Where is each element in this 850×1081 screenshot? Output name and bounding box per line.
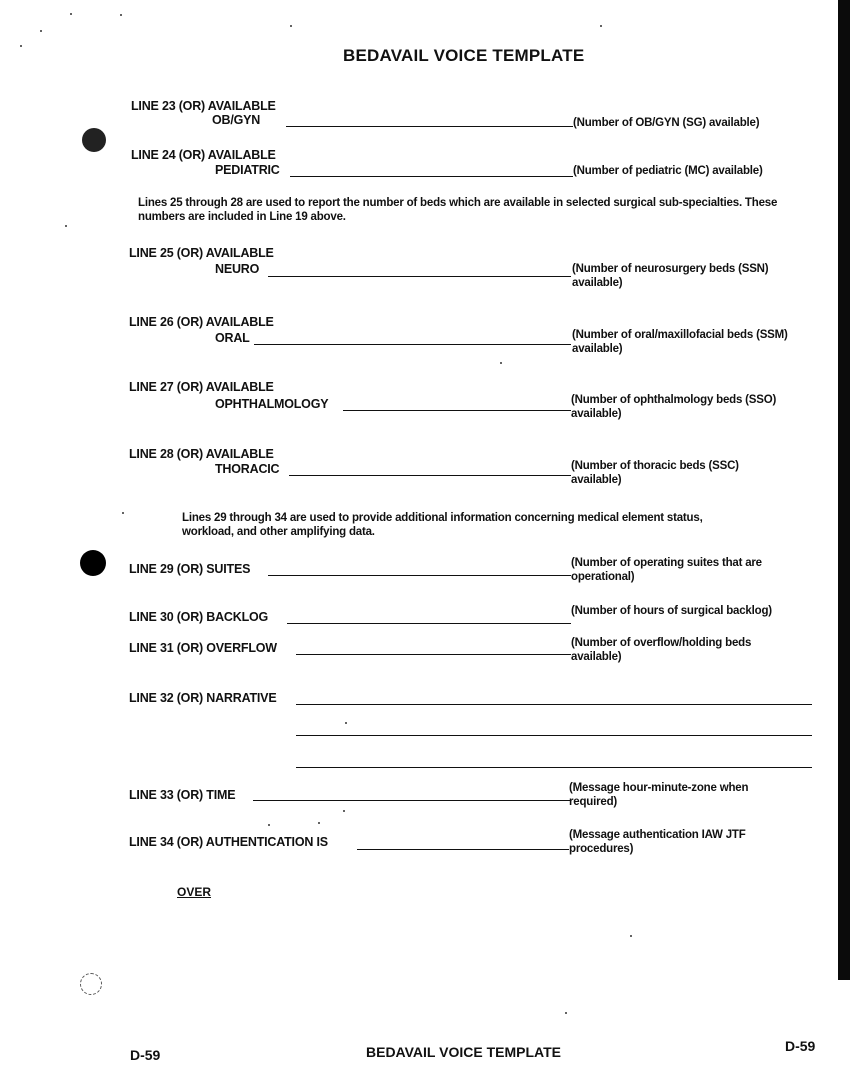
speck: [40, 30, 42, 32]
line-24-sublabel: PEDIATRIC: [215, 163, 280, 177]
speck: [20, 45, 22, 47]
speck: [70, 13, 72, 15]
line-23-label: LINE 23 (OR) AVAILABLE: [131, 99, 276, 113]
footer-page-number-right: D-59: [785, 1038, 816, 1054]
footer-title: BEDAVAIL VOICE TEMPLATE: [366, 1044, 561, 1060]
scan-edge-bar: [838, 0, 850, 980]
line-31-description: (Number of overflow/holding beds available): [571, 637, 752, 663]
line-28-description: (Number of thoracic beds (SSC) available): [571, 460, 739, 486]
speck: [290, 25, 292, 27]
line-24-label: LINE 24 (OR) AVAILABLE: [131, 148, 276, 162]
speck: [122, 512, 124, 514]
speck: [565, 1012, 567, 1014]
speck: [120, 14, 122, 16]
line-31-field[interactable]: [296, 654, 571, 655]
line-29-description: (Number of operating suites that are operational): [571, 557, 762, 583]
line-26-field[interactable]: [254, 344, 571, 345]
line-30-description: (Number of hours of surgical backlog): [571, 605, 772, 617]
speck: [318, 822, 320, 824]
speck: [343, 810, 345, 812]
speck: [268, 824, 270, 826]
punch-hole-outline: [80, 973, 102, 995]
line-26-description: (Number of oral/maxillofacial beds (SSM) available): [572, 329, 788, 355]
punch-hole-mark: [82, 128, 106, 152]
line-24-description: (Number of pediatric (MC) available): [573, 165, 763, 177]
line-33-description: (Message hour-minute-zone when required): [569, 782, 749, 808]
line-27-description: (Number of ophthalmology beds (SSO) available): [571, 394, 777, 420]
line-29-label: LINE 29 (OR) SUITES: [129, 562, 251, 576]
line-25-label: LINE 25 (OR) AVAILABLE: [129, 246, 274, 260]
line-34-label: LINE 34 (OR) AUTHENTICATION IS: [129, 835, 328, 849]
speck: [500, 362, 502, 364]
line-26-sublabel: ORAL: [215, 331, 250, 345]
line-30-label: LINE 30 (OR) BACKLOG: [129, 610, 269, 624]
line-30-field[interactable]: [287, 623, 571, 624]
footer-page-number-left: D-59: [130, 1047, 161, 1063]
instruction-note-1: Lines 25 through 28 are used to report the number of beds which are available in selected surgical sub-specialties. These numbers are included in Line 19 above.: [138, 197, 778, 223]
line-27-sublabel: OPHTHALMOLOGY: [215, 397, 329, 411]
line-28-label: LINE 28 (OR) AVAILABLE: [129, 447, 274, 461]
punch-hole-mark: [80, 550, 106, 576]
line-29-field[interactable]: [268, 575, 571, 576]
line-26-label: LINE 26 (OR) AVAILABLE: [129, 315, 274, 329]
line-32-field-2[interactable]: [296, 735, 812, 736]
line-23-sublabel: OB/GYN: [212, 113, 261, 127]
over-marker: OVER: [177, 885, 212, 899]
line-23-field[interactable]: [286, 126, 573, 127]
line-32-field-3[interactable]: [296, 767, 812, 768]
line-25-field[interactable]: [268, 276, 571, 277]
line-32-field-1[interactable]: [296, 704, 812, 705]
line-25-description: (Number of neurosurgery beds (SSN) available): [572, 263, 769, 289]
line-28-field[interactable]: [289, 475, 571, 476]
page-title: BEDAVAIL VOICE TEMPLATE: [343, 46, 585, 65]
line-23-description: (Number of OB/GYN (SG) available): [573, 117, 760, 129]
line-28-sublabel: THORACIC: [215, 462, 280, 476]
speck: [600, 25, 602, 27]
speck: [65, 225, 67, 227]
speck: [345, 722, 347, 724]
line-31-label: LINE 31 (OR) OVERFLOW: [129, 641, 277, 655]
speck: [630, 935, 632, 937]
line-24-field[interactable]: [290, 176, 573, 177]
line-34-description: (Message authentication IAW JTF procedures): [569, 829, 746, 855]
instruction-note-2: Lines 29 through 34 are used to provide additional information concerning medical element status, workload, and other amplifying data.: [182, 512, 703, 538]
line-32-label: LINE 32 (OR) NARRATIVE: [129, 691, 277, 705]
line-27-field[interactable]: [343, 410, 571, 411]
line-33-field[interactable]: [253, 800, 571, 801]
line-33-label: LINE 33 (OR) TIME: [129, 788, 236, 802]
line-34-field[interactable]: [357, 849, 569, 850]
line-25-sublabel: NEURO: [215, 262, 260, 276]
line-27-label: LINE 27 (OR) AVAILABLE: [129, 380, 274, 394]
